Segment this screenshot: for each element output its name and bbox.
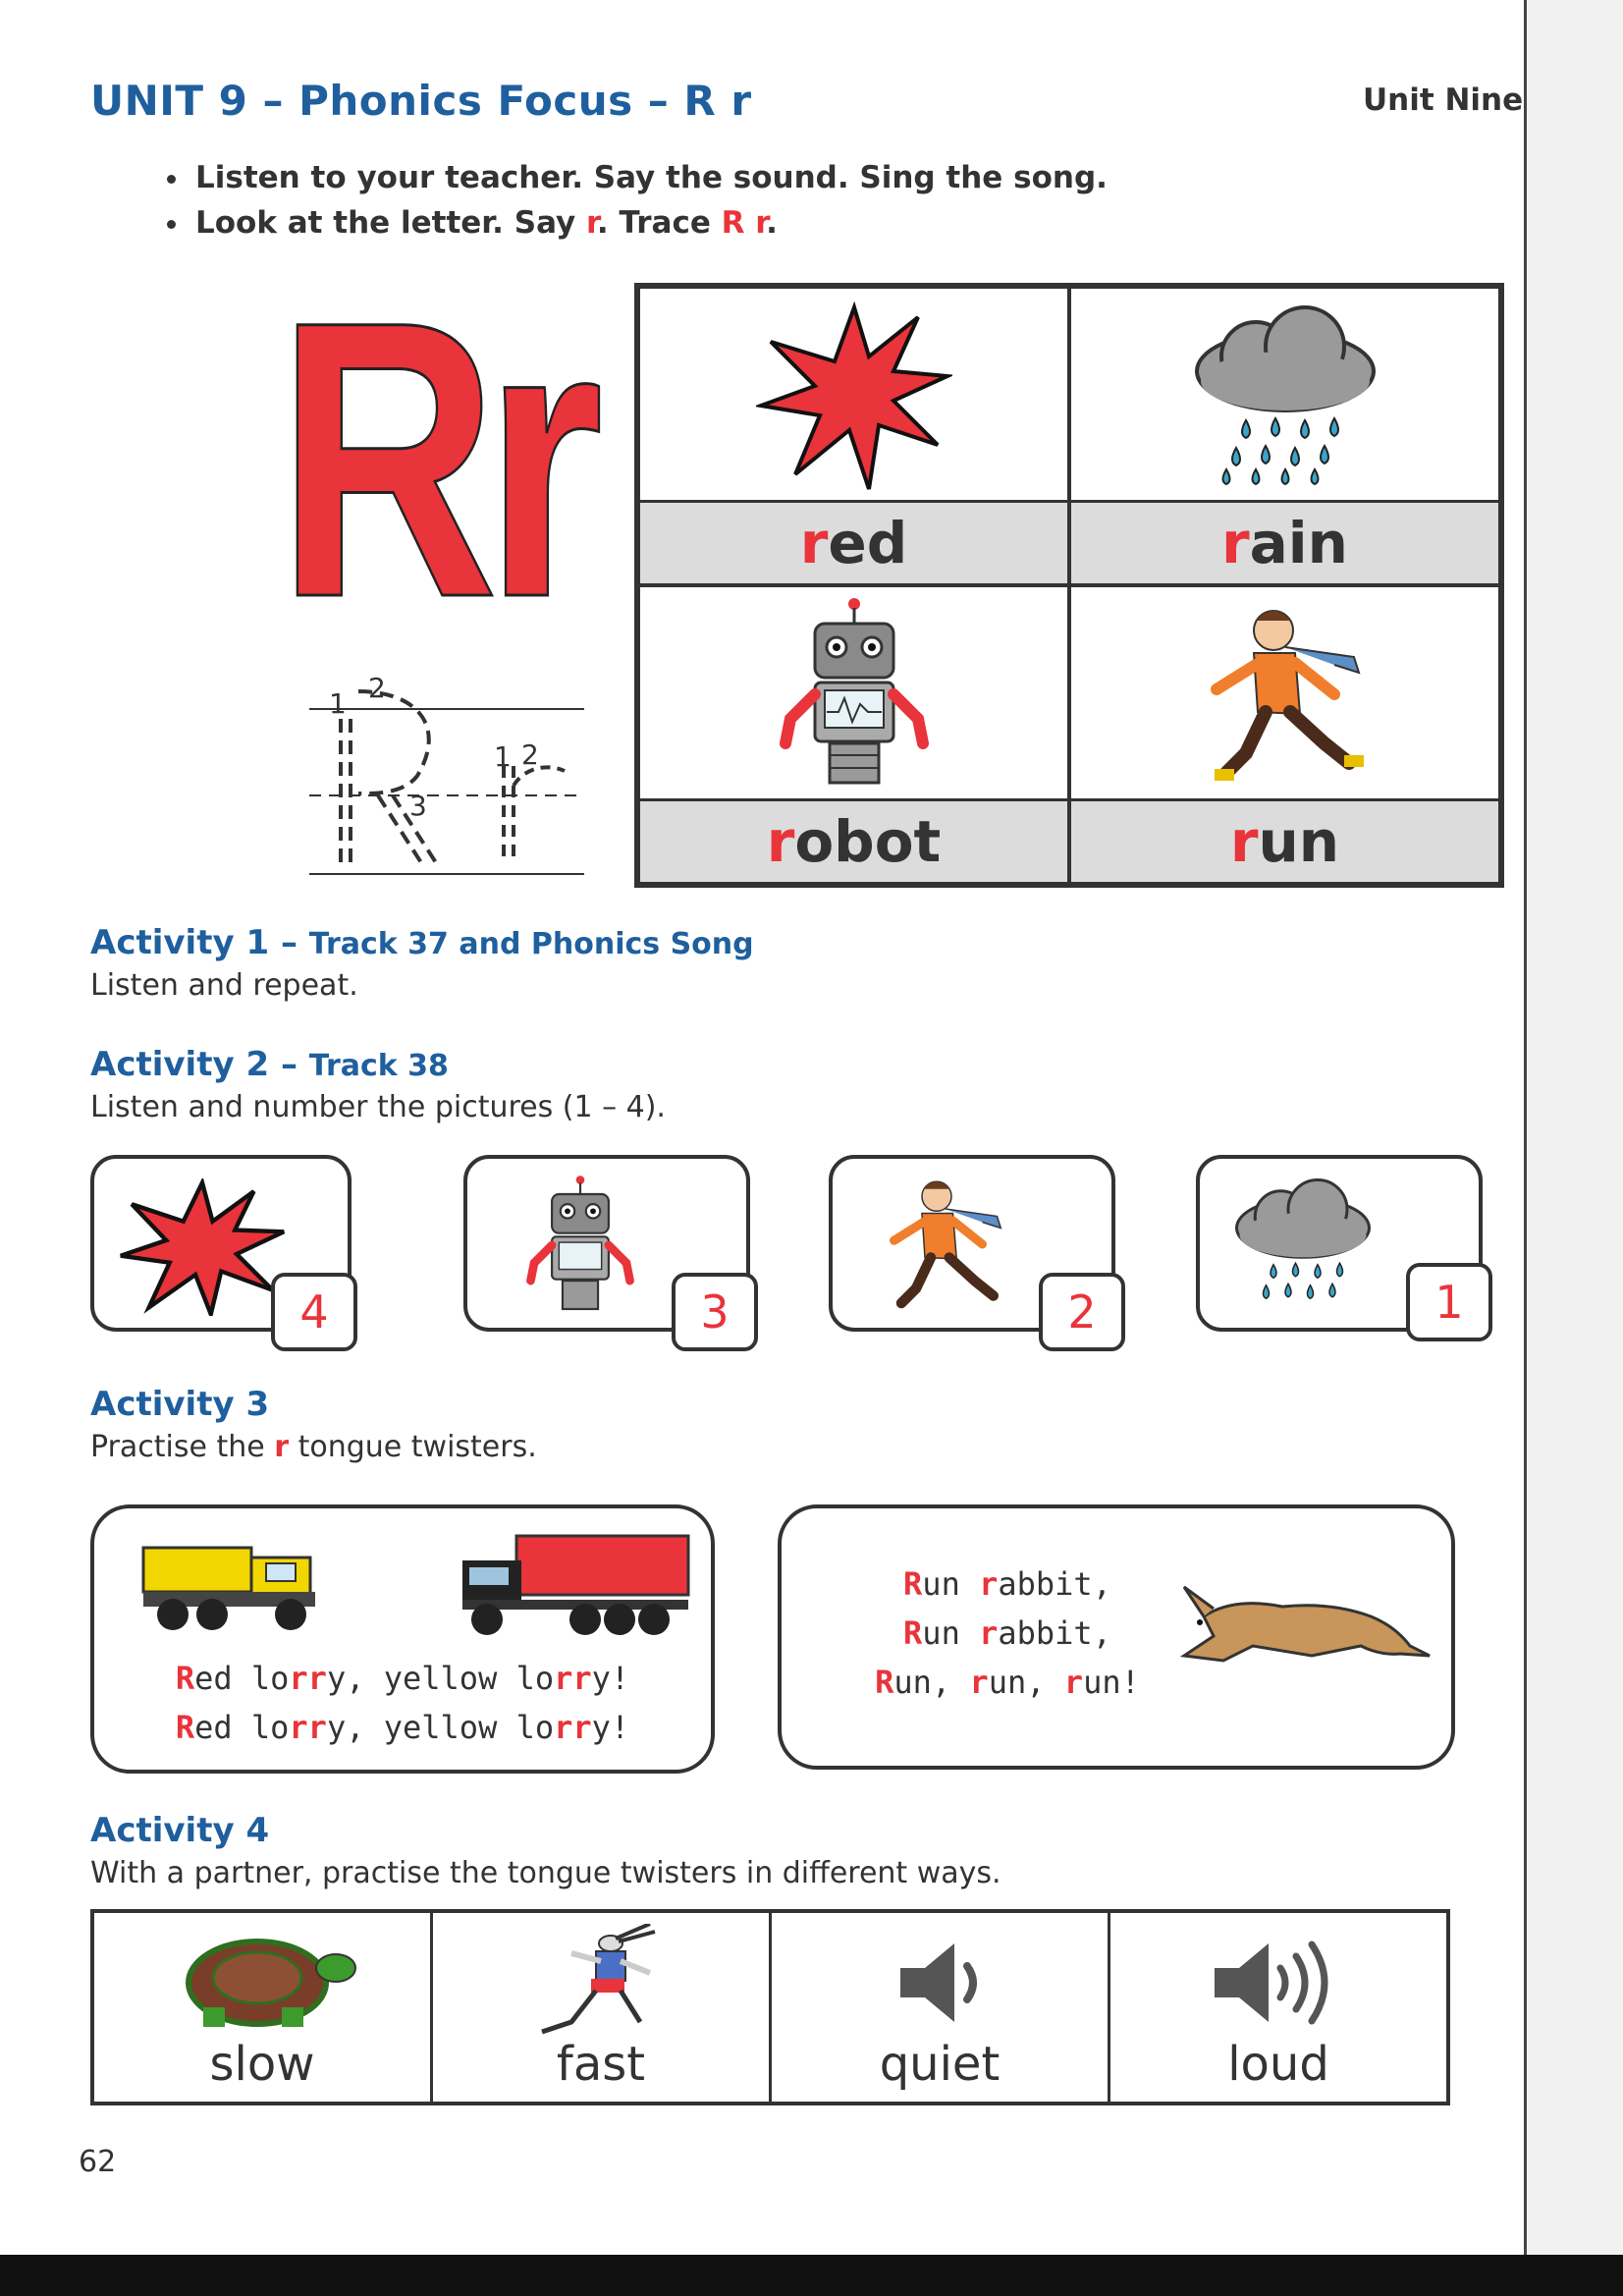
instruction-2-letter: r <box>586 205 597 241</box>
word-rest: un <box>1258 808 1340 875</box>
way-cell-slow <box>94 1913 433 2102</box>
answer-box[interactable]: 4 <box>271 1273 357 1351</box>
way-label-fast: fast <box>556 2037 646 2092</box>
way-cell-quiet <box>772 1913 1110 2102</box>
word-rest: ain <box>1249 510 1348 576</box>
word-cell-rain <box>1069 287 1500 585</box>
activity-2-title: Activity 2 <box>90 1045 270 1084</box>
trace-number-2: 2 <box>368 672 386 704</box>
picture-card-run <box>829 1155 1115 1339</box>
activity-1 <box>90 923 754 1003</box>
way-cell-loud <box>1110 1913 1446 2102</box>
ways-table <box>90 1909 1450 2105</box>
trace-number-2b: 2 <box>521 738 539 771</box>
activity-1-title: Activity 1 <box>90 923 270 962</box>
unit-title: UNIT 9 – Phonics Focus – R r <box>90 77 752 125</box>
instruction-1: • Listen to your teacher. Say the sound. Sing the song. <box>191 155 1108 200</box>
twister-line: Run rabbit, <box>903 1614 1111 1652</box>
word-cell-run <box>1069 585 1500 884</box>
big-letters-Rr: Rr <box>277 240 590 679</box>
activity-4-title: Activity 4 <box>90 1811 270 1850</box>
facing-page-edge <box>1524 0 1623 2296</box>
instructions-list <box>133 155 1108 246</box>
way-label-quiet: quiet <box>879 2037 1001 2092</box>
robot-icon <box>766 596 943 793</box>
activity-2 <box>90 1045 666 1124</box>
tongue-twister-card-lorry <box>90 1504 715 1774</box>
page-number: 62 <box>79 2145 117 2179</box>
word-cell-robot <box>638 585 1069 884</box>
word-first-letter: r <box>1229 808 1259 875</box>
tongue-twister-card-rabbit <box>778 1504 1455 1770</box>
twister-line: Red lorry, yellow lorry! <box>175 1709 630 1746</box>
answer-box[interactable]: 2 <box>1039 1273 1125 1351</box>
speaker-loud-icon <box>1200 1929 1357 2037</box>
activity-1-dash: – <box>269 923 309 962</box>
twister-line: Run rabbit, <box>903 1565 1111 1603</box>
word-first-letter: r <box>1221 510 1250 576</box>
way-cell-fast <box>433 1913 772 2102</box>
activity-2-subtitle: Track 38 <box>308 1049 449 1083</box>
running-rabbit-icon <box>1164 1577 1439 1685</box>
tongue-twister-rabbit-text <box>860 1559 1155 1707</box>
picture-card-red <box>90 1155 352 1339</box>
robot-icon <box>516 1167 644 1324</box>
activity-2-instruction: Listen and number the pictures (1 – 4). <box>90 1090 666 1124</box>
answer-box[interactable]: 1 <box>1406 1263 1492 1341</box>
word-rest: ed <box>828 510 908 576</box>
instruction-2-text-mid: . Trace <box>596 205 722 241</box>
word-rest: obot <box>794 808 942 875</box>
activity-3 <box>90 1385 537 1464</box>
word-first-letter: r <box>766 808 795 875</box>
instruction-2-letters: R r <box>721 205 767 241</box>
tongue-twister-lorry-text <box>94 1654 711 1752</box>
activity-3-title: Activity 3 <box>90 1385 270 1424</box>
yellow-dump-truck-icon <box>134 1528 330 1636</box>
tortoise-icon <box>164 1929 360 2037</box>
trace-number-3: 3 <box>409 790 427 822</box>
way-label-slow: slow <box>209 2037 315 2092</box>
activity-4 <box>90 1811 1001 1890</box>
activity-1-subtitle: Track 37 and Phonics Song <box>308 927 754 961</box>
trace-number-1b: 1 <box>494 740 512 773</box>
word-cell-red <box>638 287 1069 585</box>
trace-number-1: 1 <box>329 687 347 720</box>
instruction-2-end: . <box>766 205 778 241</box>
activity-4-instruction: With a partner, practise the tongue twisters in different ways. <box>90 1856 1001 1890</box>
red-starburst-icon <box>756 298 952 494</box>
rain-cloud-icon <box>1187 302 1383 489</box>
running-head: Unit Nine <box>1363 82 1524 118</box>
speaker-quiet-icon <box>881 1929 999 2037</box>
activity-2-dash: – <box>269 1045 309 1084</box>
letter-tracing-guide <box>299 668 594 884</box>
activity-3-text: Practise the <box>90 1430 275 1464</box>
way-label-loud: loud <box>1227 2037 1329 2092</box>
activity-3-text-end: tongue twisters. <box>289 1430 537 1464</box>
activity-3-letter: r <box>274 1430 290 1464</box>
rain-cloud-icon <box>1229 1173 1377 1320</box>
twister-line: Red lorry, yellow lorry! <box>175 1660 630 1697</box>
running-boy-icon <box>1187 596 1383 793</box>
running-boy-icon <box>872 1171 1019 1318</box>
picture-card-robot <box>463 1155 750 1339</box>
running-hare-icon <box>503 1924 699 2042</box>
activity-1-instruction: Listen and repeat. <box>90 968 358 1003</box>
red-lorry-icon <box>458 1526 693 1644</box>
twister-line: Run, run, run! <box>875 1664 1140 1701</box>
word-picture-grid <box>634 283 1504 888</box>
instruction-2-text: Look at the letter. Say <box>195 205 587 241</box>
answer-box[interactable]: 3 <box>672 1273 758 1351</box>
picture-card-rain <box>1196 1155 1483 1332</box>
red-starburst-icon <box>114 1178 291 1316</box>
scan-bottom-edge <box>0 2255 1623 2296</box>
word-first-letter: r <box>799 510 829 576</box>
